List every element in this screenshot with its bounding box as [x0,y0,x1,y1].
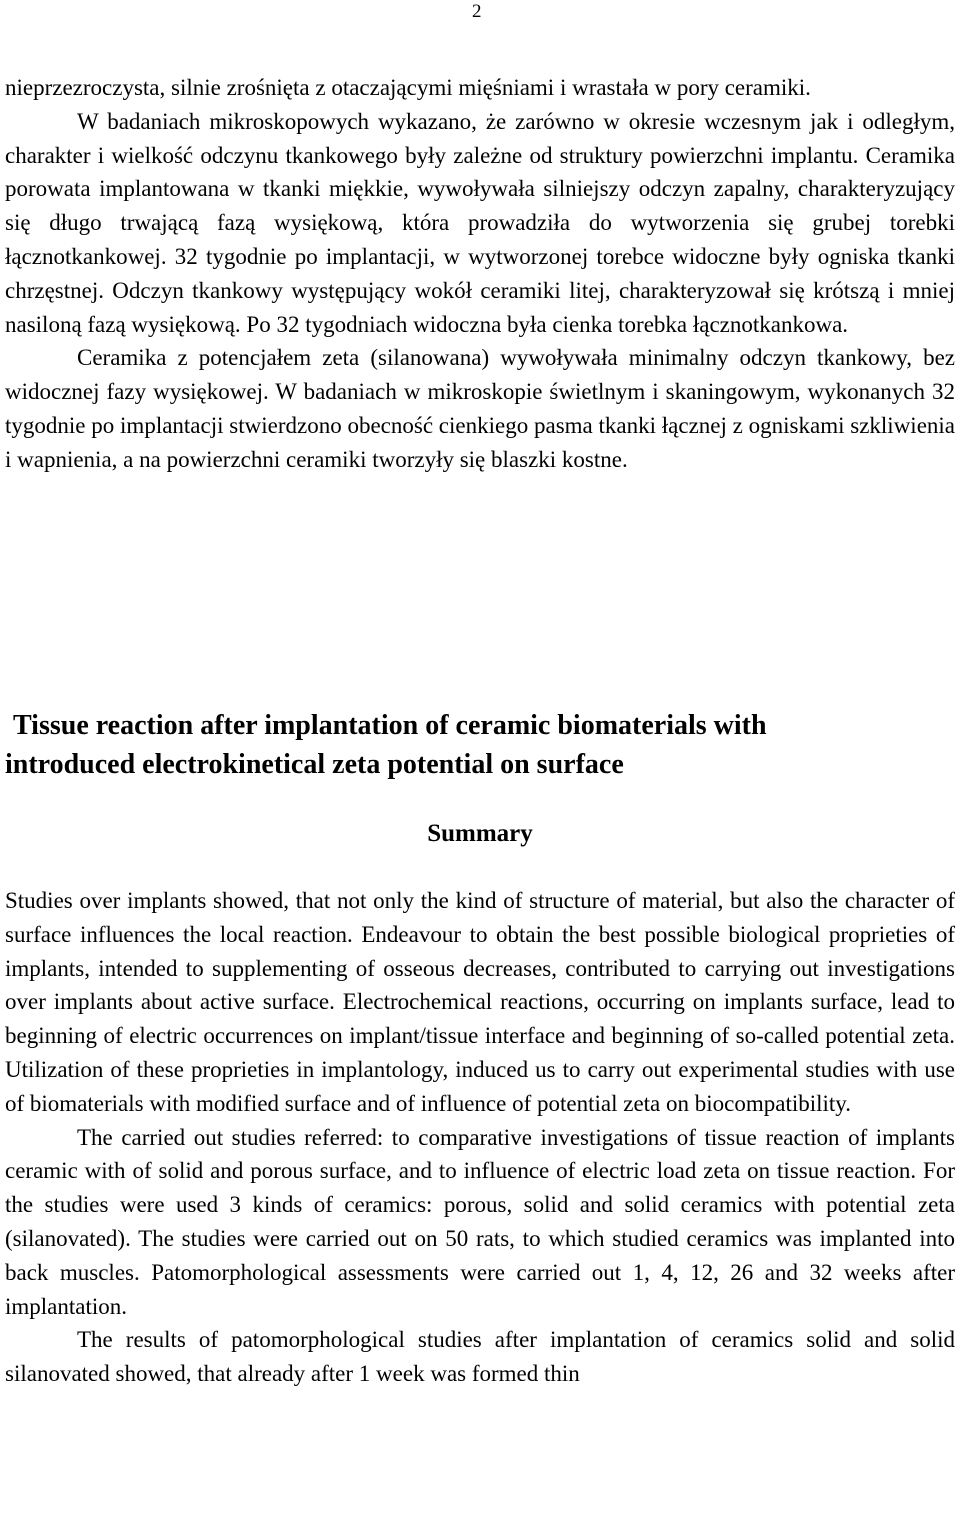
summary-heading: Summary [427,820,533,847]
article-title-line-1: Tissue reaction after implantation of ceramic biomaterials with [13,710,767,741]
polish-paragraph-2: W badaniach mikroskopowych wykazano, że zarówno w okresie wczesnym jak i odległym, charakter i wielkość odczynu tkankowego były zależne od struktury powierzchni implantu. Ceramika porowata implantowana w tkanki miękkie, wywoływała silniejszy odczyn zapalny, charakteryzujący się długo trwającą fazą wysiękową, która prowadziła do wytworzenia się grubej torebki łącznotkankowej. 32 tygodnie po implantacji, w wytworzonej torebce widoczne były ogniska tkanki chrzęstnej. Odczyn tkankowy występujący wokół ceramiki litej, charakteryzował się krótszą i mniej nasiloną fazą wysiękową. Po 32 tygodniach widoczna była cienka torebka łącznotkankowa. [5,108,955,337]
polish-text-section [5,71,955,477]
summary-paragraph-3: The results of patomorphological studies after implantation of ceramics solid and solid silanovated showed, that already after 1 week was formed thin [5,1327,955,1387]
polish-paragraph-3: Ceramika z potencjałem zeta (silanowana) wywoływała minimalny odczyn tkankowy, bez widocznej fazy wysiękowej. W badaniach w mikroskopie świetlnym i skaningowym, wykonanych 32 tygodnie po implantacji stwierdzono obecność cienkiego pasma tkanki łącznej z ogniskami szkliwienia i wapnienia, a na powierzchni ceramiki tworzyły się blaszki kostne. [5,345,955,472]
summary-paragraph-1: Studies over implants showed, that not only the kind of structure of material, but also the character of surface influences the local reaction. Endeavour to obtain the best possible biological proprieties of implants, intended to supplementing of osseous decreases, contributed to carrying out investigations over implants about active surface. Electrochemical reactions, occurring on implants surface, lead to beginning of electric occurrences on implant/tissue interface and beginning of so-called potential zeta. Utilization of these proprieties in implantology, induced us to carry out experimental studies with use of biomaterials with modified surface and of influence of potential zeta on biocompatibility. [5,888,955,1116]
summary-text-section [5,884,955,1391]
polish-paragraph-1: nieprzezroczysta, silnie zrośnięta z otaczającymi mięśniami i wrastała w pory ceramiki. [5,75,811,100]
page-number: 2 [472,1,482,22]
article-title-line-2: introduced electrokinetical zeta potential on surface [5,749,624,780]
summary-paragraph-2: The carried out studies referred: to comparative investigations of tissue reaction of implants ceramic with of solid and porous surface, and to influence of electric load zeta on tissue reaction. For the studies were used 3 kinds of ceramics: porous, solid and solid ceramics with potential zeta (silanovated). The studies were carried out on 50 rats, to which studied ceramics was implanted into back muscles. Patomorphological assessments were carried out 1, 4, 12, 26 and 32 weeks after implantation. [5,1124,955,1319]
article-title [5,706,955,784]
